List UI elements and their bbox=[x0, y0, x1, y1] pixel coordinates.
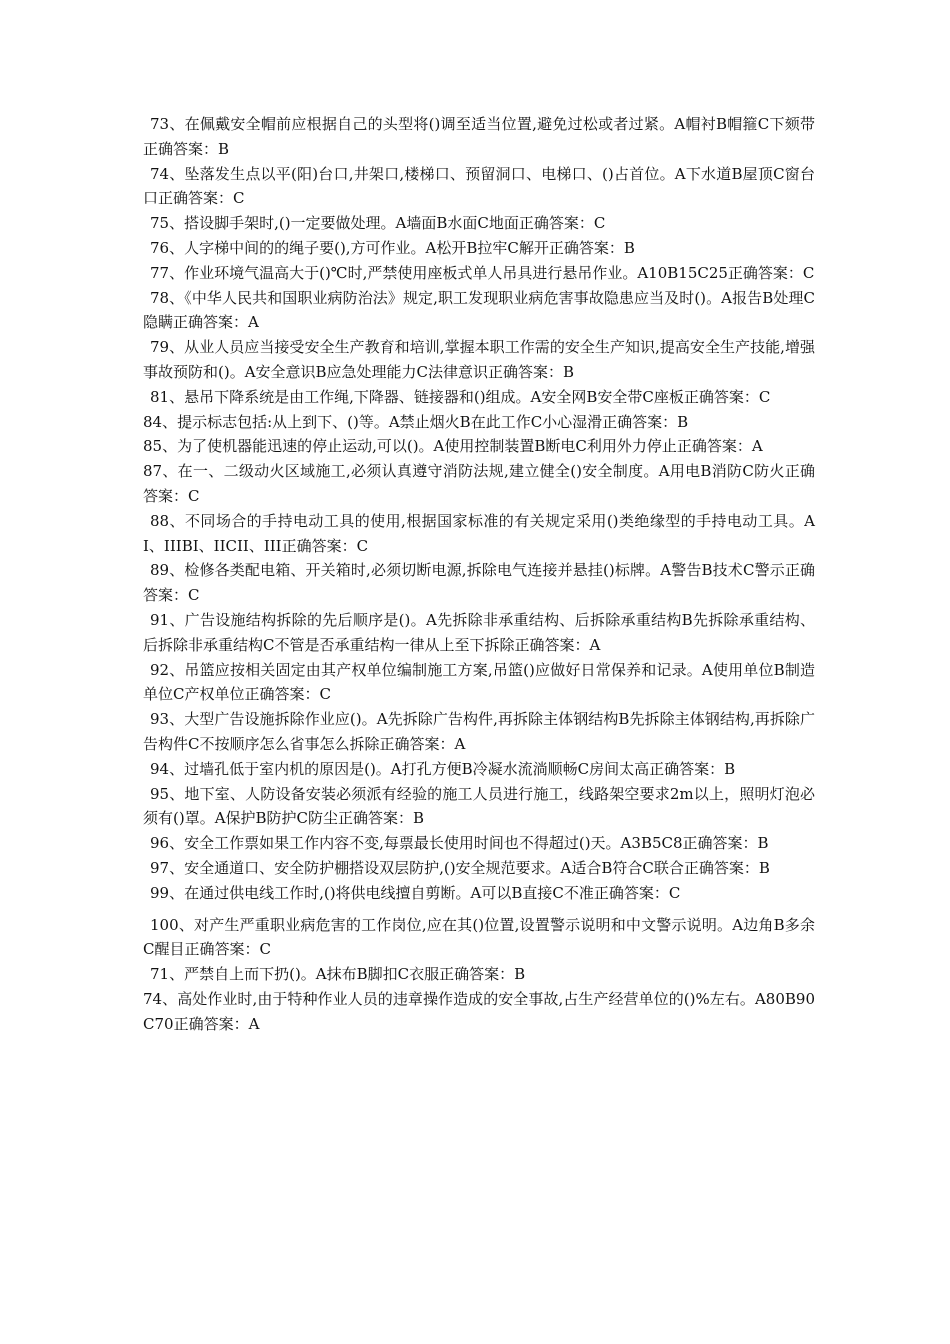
question-item: 100、对产生严重职业病危害的工作岗位,应在其()位置,设置警示说明和中文警示说明。A边角B多余C醒目正确答案：C bbox=[143, 915, 815, 959]
question-item: 74、坠落发生点以平(阳)台口,井架口,楼梯口、预留洞口、电梯口、()占首位。A下水道B屋顶C窗台口正确答案：C bbox=[143, 164, 815, 208]
question-item: 93、大型广告设施拆除作业应()。A先拆除广告构件,再拆除主体钢结构B先拆除主体钢结构,再拆除广告构件C不按顺序怎么省事怎么拆除正确答案：A bbox=[143, 710, 815, 753]
question-item: 97、安全通道口、安全防护棚搭设双层防护,()安全规范要求。A适合B符合C联合正确答案：B bbox=[150, 858, 770, 877]
question-item: 77、作业环境气温高大于()℃时,严禁使用座板式单人吊具进行悬吊作业。A10B15C25正确答案：C bbox=[150, 263, 815, 282]
question-item: 96、安全工作票如果工作内容不变,每票最长使用时间也不得超过()天。A3B5C8正确答案：B bbox=[150, 834, 769, 853]
question-item: 95、地下室、人防设备安装必须派有经验的施工人员进行施工，线路架空要求2m以上，照明灯泡必须有()罩。A保护B防护C防尘正确答案：B bbox=[143, 784, 815, 828]
question-list bbox=[143, 112, 815, 1036]
question-item: 75、搭设脚手架时,()一定要做处理。A墙面B水面C地面正确答案：C bbox=[150, 214, 606, 233]
question-item: 79、从业人员应当接受安全生产教育和培训,掌握本职工作需的安全生产知识,提高安全生产技能,增强事故预防和()。A安全意识B应急处理能力C法律意识正确答案：B bbox=[143, 338, 815, 381]
question-item: 76、人字梯中间的的绳子要(),方可作业。A松开B拉牢C解开正确答案：B bbox=[150, 238, 635, 257]
question-item: 84、提示标志包括:从上到下、()等。A禁止烟火B在此工作C小心湿滑正确答案：B bbox=[143, 412, 689, 431]
question-item: 89、检修各类配电箱、开关箱时,必须切断电源,拆除电气连接并悬挂()标牌。A警告B技术C警示正确答案：C bbox=[143, 561, 815, 605]
question-item: 87、在一、二级动火区域施工,必须认真遵守消防法规,建立健全()安全制度。A用电B消防C防火正确答案：C bbox=[143, 462, 815, 505]
question-item: 85、为了使机器能迅速的停止运动,可以()。A使用控制装置B断电C利用外力停止正确答案：A bbox=[143, 437, 763, 456]
question-item: 92、吊篮应按相关固定由其产权单位编制施工方案,吊篮()应做好日常保养和记录。A使用单位B制造单位C产权单位正确答案：C bbox=[143, 660, 815, 704]
question-item: 78、《中华人民共和国职业病防治法》规定,职工发现职业病危害事故隐患应当及时()。A报告B处理C隐瞒正确答案：A bbox=[143, 288, 815, 332]
question-item: 73、在佩戴安全帽前应根据自己的头型将()调至适当位置,避免过松或者过紧。A帽衬B帽箍C下颏带正确答案：B bbox=[143, 115, 815, 158]
question-item: 91、广告设施结构拆除的先后顺序是()。A先拆除非承重结构、后拆除承重结构B先拆除承重结构、后拆除非承重结构C不管是否承重结构一律从上至下拆除正确答案：A bbox=[143, 610, 815, 654]
question-item: 94、过墙孔低于室内机的原因是()。A打孔方便B冷凝水流淌顺畅C房间太高正确答案：B bbox=[150, 759, 736, 778]
question-item: 88、不同场合的手持电动工具的使用,根据国家标准的有关规定采用()类绝缘型的手持电动工具。AI、IIIBI、IICII、III正确答案：C bbox=[143, 511, 815, 555]
question-item: 74、高处作业时,由于特种作业人员的违章操作造成的安全事故,占生产经营单位的()%左右。A80B90C70正确答案：A bbox=[143, 989, 815, 1033]
question-item: 81、悬吊下降系统是由工作绳,下降器、链接器和()组成。A安全网B安全带C座板正确答案：C bbox=[150, 387, 771, 406]
question-item: 99、在通过供电线工作时,()将供电线擅自剪断。A可以B直接C不准正确答案：C bbox=[150, 883, 681, 902]
question-item: 71、严禁自上而下扔()。A抹布B脚扣C衣服正确答案：B bbox=[150, 965, 526, 984]
